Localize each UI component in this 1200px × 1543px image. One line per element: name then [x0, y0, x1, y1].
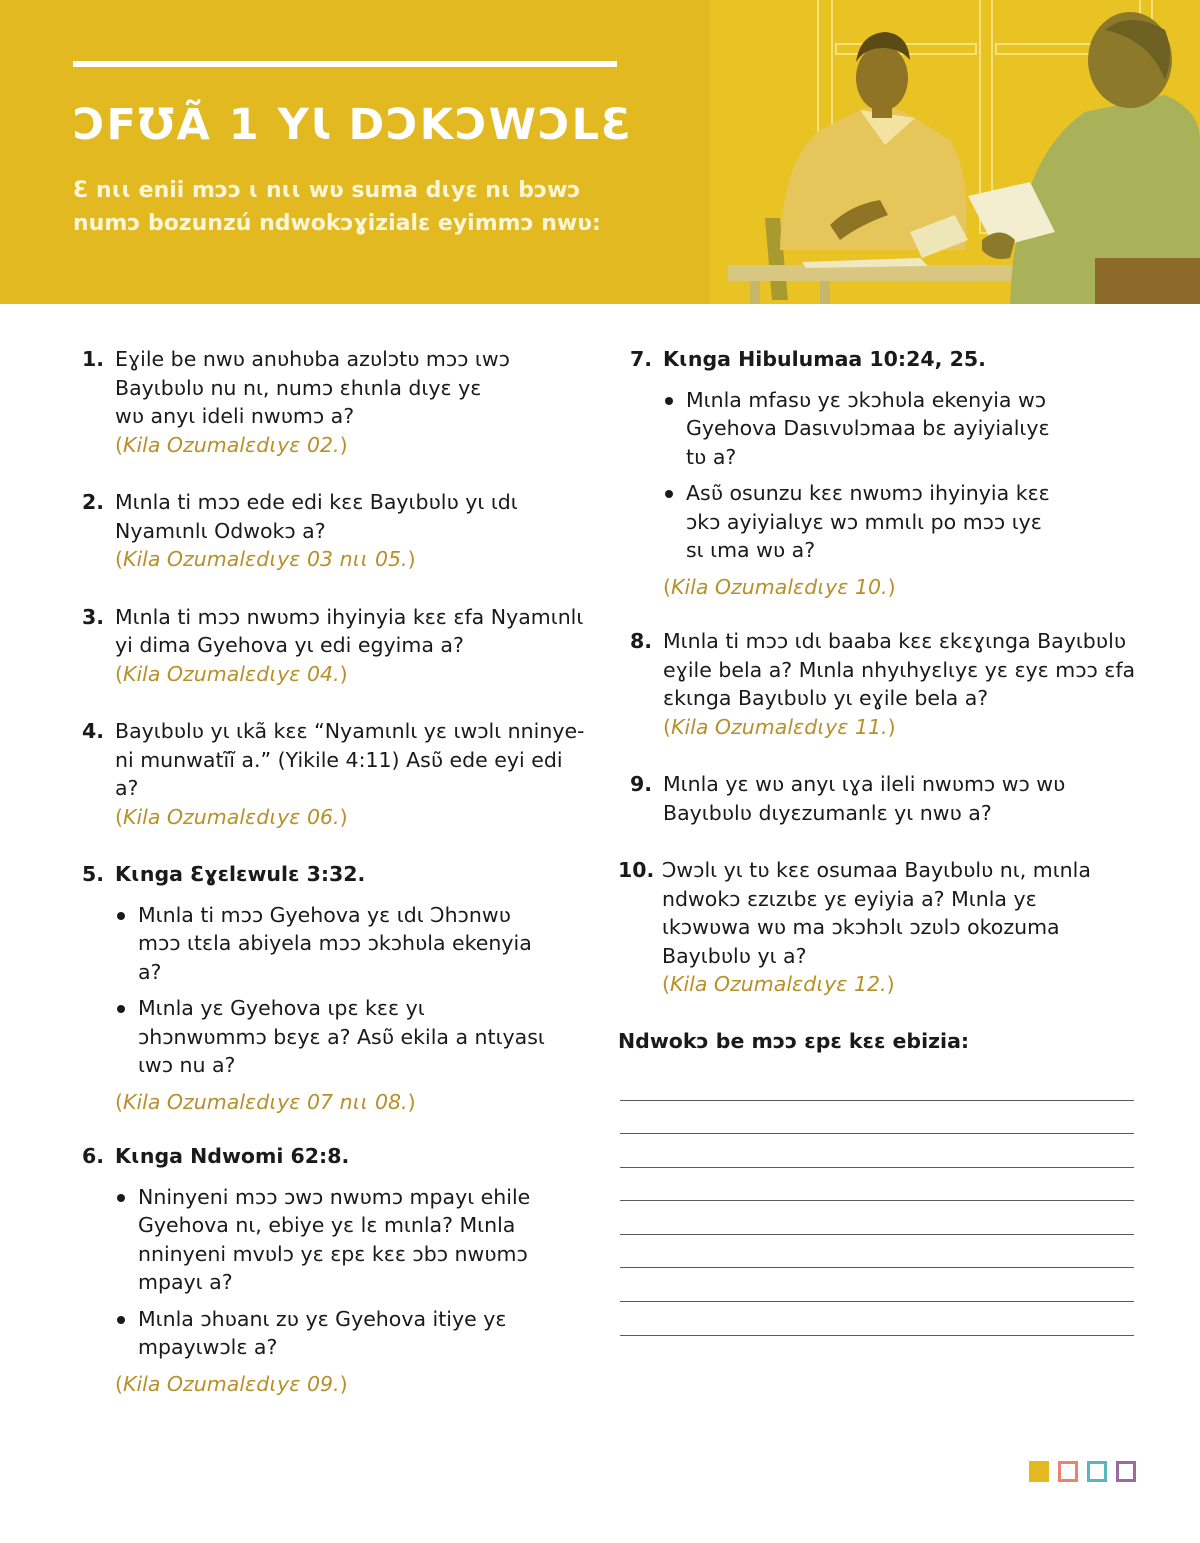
reference-text: Kila Ozumalɛdɩyɛ 12.: [670, 972, 887, 996]
question-text: Bayɩbʋlʋ yɩ ɩkã kɛɛ “Nyamɩnlɩ yɛ ɩwɔlɩ nninye-ni munwatĩĩ a.” (Yikile 4:11) Asʋ̃ ede eyi edi a?: [115, 719, 585, 800]
bullet-icon: [117, 1194, 125, 1202]
question-text: Mɩnla yɛ wʋ anyɩ ɩɣa ileli nwʋmɔ wɔ wʋ Bayɩbʋlʋ dɩyɛzumanlɛ yɩ nwʋ a?: [663, 772, 1066, 825]
outline-square-icon: [1116, 1461, 1136, 1482]
bullet-list: [115, 901, 582, 1080]
bullet-text: Asʋ̃ osunzu kɛɛ nwʋmɔ ihyinyia kɛɛ ɔkɔ ayiyialɩyɛ wɔ mmɩlɩ po mɔɔ ɩyɛ sɩ ɩma wʋ a?: [686, 481, 1050, 562]
question-number: 7.: [630, 347, 653, 371]
notes-line[interactable]: [620, 1101, 1134, 1135]
notes-line[interactable]: [620, 1302, 1134, 1336]
bullet-text: Mɩnla ti mɔɔ Gyehova yɛ ɩdɩ Ɔhɔnwʋ mɔɔ ɩtɛla abiyela mɔɔ ɔkɔhʋla ekenyia a?: [138, 902, 532, 984]
question-text: Mɩnla ti mɔɔ nwʋmɔ ihyinyia kɛɛ ɛfa Nyamɩnlɩ yi dima Gyehova yɩ edi egyima a?: [115, 604, 584, 657]
notes-line[interactable]: [620, 1201, 1134, 1235]
question-text: Ɔwɔlɩ yɩ tʋ kɛɛ osumaa Bayɩbʋlʋ nɩ, mɩnla ndwokɔ ɛzɩzɩbɛ yɛ eyiyia a? Mɩnla yɛ ɩkɔwʋwa wʋ ma ɔkɔhɔlɩ ɔzʋlɔ okozuma Bayɩbʋlʋ yɩ a?: [662, 858, 1091, 968]
reference-text: Kila Ozumalɛdɩyɛ 03 nɩɩ 05.: [123, 547, 408, 571]
reference-text: Kila Ozumalɛdɩyɛ 04.: [123, 661, 340, 686]
question-4: [82, 717, 585, 831]
bullet-text: Mɩnla mfasʋ yɛ ɔkɔhʋla ekenyia wɔ Gyehova Dasɩvʋlɔmaa bɛ ayiyialɩyɛ tʋ a?: [686, 387, 1050, 469]
question-number: 1.: [82, 347, 105, 371]
question-3: [82, 603, 582, 689]
reference: (Kila Ozumalɛdɩyɛ 03 nɩɩ 05.): [115, 547, 416, 571]
two-men-bible-study-illustration: [710, 0, 1200, 304]
question-number: 2.: [82, 490, 105, 514]
question-number: 10.: [618, 858, 655, 882]
question-text: Eɣile be nwʋ anʋhʋba azʋlɔtʋ mɔɔ ɩwɔ Bayɩbʋlʋ nu nɩ, numɔ ɛhɩnla dɩyɛ yɛ wʋ anyɩ ideli nwʋmɔ a?: [115, 347, 510, 428]
question-number: 3.: [82, 604, 105, 629]
bullet-icon: [665, 490, 673, 498]
notes-line[interactable]: [620, 1134, 1134, 1168]
notes-line[interactable]: [620, 1235, 1134, 1269]
reference-text: Kila Ozumalɛdɩyɛ 02.: [123, 432, 340, 457]
questions-right-column: [618, 345, 1138, 1336]
reference: (Kila Ozumalɛdɩyɛ 09.): [115, 1371, 348, 1396]
question-number: 6.: [82, 1144, 105, 1168]
reference: (Kila Ozumalɛdɩyɛ 02.): [115, 432, 348, 457]
bullet-item: [115, 994, 555, 1080]
question-text: Mɩnla ti mɔɔ ede edi kɛɛ Bayɩbʋlʋ yɩ ɩdɩ Nyamɩnlɩ Odwokɔ a?: [115, 490, 518, 543]
question-6: [82, 1142, 582, 1398]
bullet-item: [663, 479, 1063, 565]
bullet-text: Nninyeni mɔɔ ɔwɔ nwʋmɔ mpayɩ ehile Gyehova nɩ, ebiye yɛ lɛ mɩnla? Mɩnla nninyeni mvʋlɔ yɛ ɛpɛ kɛɛ ɔbɔ nwʋmɔ mpayɩ a?: [138, 1184, 531, 1294]
reference-text: Kila Ozumalɛdɩyɛ 09.: [123, 1371, 340, 1396]
scripture-reading-title: Kɩnga Ndwomi 62:8.: [115, 1144, 350, 1168]
notes-label: Ndwokɔ be mɔɔ ɛpɛ kɛɛ ebizia:: [618, 1028, 970, 1053]
page-subtitle: Ɛ nɩɩ enii mɔɔ ɩ nɩɩ wʋ suma dɩyɛ nɩ bɔwɔ numɔ bozunzú ndwokɔɣizialɛ eyimmɔ nwʋ:: [73, 178, 601, 236]
bullet-item: [663, 386, 1063, 472]
table: [728, 265, 1058, 281]
notes-line[interactable]: [620, 1075, 1134, 1101]
bullet-item: [115, 1305, 535, 1362]
bullet-text: Mɩnla ɔhʋanɩ zʋ yɛ Gyehova itiye yɛ mpayɩwɔlɛ a?: [138, 1306, 507, 1359]
bullet-list: [663, 386, 1138, 565]
question-10: [618, 856, 1138, 999]
notes-line[interactable]: [620, 1168, 1134, 1202]
footer-lesson-marks: [1029, 1461, 1136, 1482]
page-title: ƆFƱÃ 1 YƖ DƆKƆWƆLƐ: [73, 100, 633, 150]
question-9: [630, 770, 1138, 827]
notes-writing-lines[interactable]: [618, 1075, 1138, 1336]
reference: (Kila Ozumalɛdɩyɛ 12.): [662, 972, 895, 996]
reference: (Kila Ozumalɛdɩyɛ 10.): [663, 574, 896, 599]
outline-square-icon: [1087, 1461, 1107, 1482]
reference: (Kila Ozumalɛdɩyɛ 04.): [115, 661, 348, 686]
scripture-reading-title: Kɩnga Ɛɣɛlɛwulɛ 3:32.: [115, 862, 366, 886]
bullet-icon: [665, 397, 673, 405]
notes-section: [618, 1029, 1138, 1336]
question-8: [630, 627, 1138, 741]
questions-left-column: [82, 345, 585, 1398]
question-number: 9.: [630, 772, 653, 796]
reference-text: Kila Ozumalɛdɩyɛ 10.: [671, 574, 888, 599]
question-number: 5.: [82, 862, 105, 886]
question-5: [82, 860, 582, 1116]
question-2: [82, 488, 582, 574]
question-7: [630, 345, 1138, 601]
header-rule: [73, 61, 617, 67]
reference: (Kila Ozumalɛdɩyɛ 11.): [663, 714, 896, 739]
filled-square-icon: [1029, 1461, 1049, 1482]
outline-square-icon: [1058, 1461, 1078, 1482]
notes-line[interactable]: [620, 1268, 1134, 1302]
question-number: 8.: [630, 629, 653, 653]
scripture-reading-title: Kɩnga Hibulumaa 10:24, 25.: [663, 347, 986, 371]
reference-text: Kila Ozumalɛdɩyɛ 07 nɩɩ 08.: [123, 1089, 408, 1114]
question-number: 4.: [82, 719, 105, 743]
bullet-icon: [117, 1005, 125, 1013]
question-text: Mɩnla ti mɔɔ ɩdɩ baaba kɛɛ ɛkɛɣɩnga Bayɩbʋlʋ eɣile bela a? Mɩnla nhyɩhyɛlɩyɛ yɛ ɛyɛ mɔɔ ɛfa ɛkɩnga Bayɩbʋlʋ yɩ eɣile bela a?: [663, 629, 1136, 710]
bullet-icon: [117, 1316, 125, 1324]
reference-text: Kila Ozumalɛdɩyɛ 11.: [671, 714, 888, 739]
bullet-list: [115, 1183, 582, 1362]
header-banner: [0, 0, 1200, 304]
reference: (Kila Ozumalɛdɩyɛ 07 nɩɩ 08.): [115, 1089, 416, 1114]
question-1: [82, 345, 582, 459]
reference: (Kila Ozumalɛdɩyɛ 06.): [115, 804, 348, 829]
bullet-item: [115, 901, 555, 987]
bullet-item: [115, 1183, 535, 1297]
bullet-text: Mɩnla yɛ Gyehova ɩpɛ kɛɛ yɩ ɔhɔnwʋmmɔ bɛyɛ a? Asʋ̃ ekila a ntɩyasɩ ɩwɔ nu a?: [138, 996, 545, 1077]
bullet-icon: [117, 912, 125, 920]
reference-text: Kila Ozumalɛdɩyɛ 06.: [123, 804, 340, 829]
